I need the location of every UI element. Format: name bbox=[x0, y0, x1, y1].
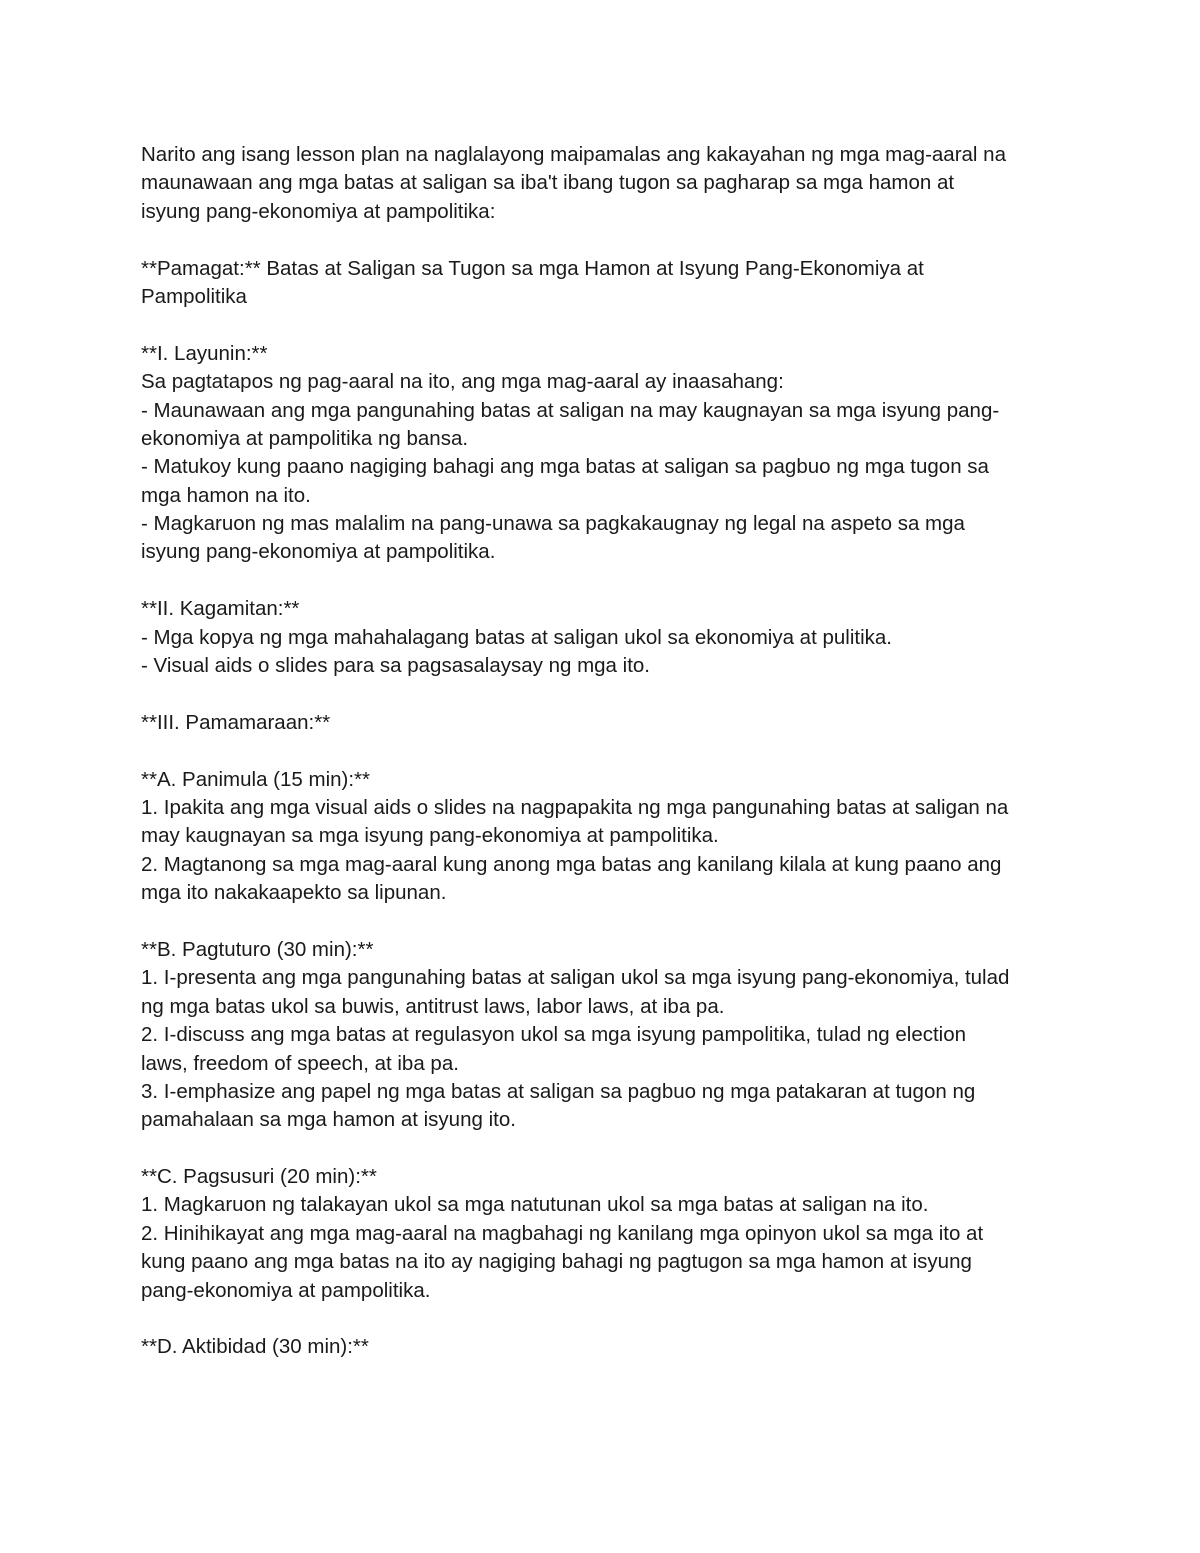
document-line: 1. Magkaruon ng talakayan ukol sa mga natutunan ukol sa mga batas at saligan na ito. bbox=[141, 1193, 929, 1217]
document-line: laws, freedom of speech, at iba pa. bbox=[141, 1051, 459, 1075]
blank-line bbox=[141, 311, 1071, 339]
document-body bbox=[141, 141, 1071, 1362]
blank-line bbox=[141, 1305, 1071, 1333]
document-line: Pampolitika bbox=[141, 284, 247, 308]
document-line: pamahalaan sa mga hamon at isyung ito. bbox=[141, 1108, 516, 1132]
blank-line bbox=[141, 226, 1071, 254]
document-line: **II. Kagamitan:** bbox=[141, 597, 300, 621]
document-line: **I. Layunin:** bbox=[141, 341, 268, 365]
blank-line bbox=[141, 680, 1071, 708]
document-line: - Matukoy kung paano nagiging bahagi ang mga batas at saligan sa pagbuo ng mga tugon sa bbox=[141, 455, 989, 479]
blank-line bbox=[141, 567, 1071, 595]
document-line: 2. Magtanong sa mga mag-aaral kung anong mga batas ang kanilang kilala at kung paano ang bbox=[141, 852, 1002, 876]
document-line: maunawaan ang mga batas at saligan sa iba't ibang tugon sa pagharap sa mga hamon at bbox=[141, 171, 955, 195]
document-line: 1. Ipakita ang mga visual aids o slides na nagpapakita ng mga pangunahing batas at saligan na bbox=[141, 795, 1009, 819]
blank-line bbox=[141, 737, 1071, 765]
document-line: - Visual aids o slides para sa pagsasalaysay ng mga ito. bbox=[141, 654, 650, 678]
document-line: **D. Aktibidad (30 min):** bbox=[141, 1335, 369, 1359]
document-line: isyung pang-ekonomiya at pampolitika: bbox=[141, 199, 496, 223]
document-line: ekonomiya at pampolitika ng bansa. bbox=[141, 426, 469, 450]
document-line: 2. I-discuss ang mga batas at regulasyon ukol sa mga isyung pampolitika, tulad ng election bbox=[141, 1023, 967, 1047]
document-line: may kaugnayan sa mga isyung pang-ekonomiya at pampolitika. bbox=[141, 824, 719, 848]
document-line: Narito ang isang lesson plan na naglalayong maipamalas ang kakayahan ng mga mag-aaral na bbox=[141, 143, 1006, 166]
blank-line bbox=[141, 1135, 1071, 1163]
document-line: pang-ekonomiya at pampolitika. bbox=[141, 1278, 431, 1302]
document-line: ng mga batas ukol sa buwis, antitrust laws, labor laws, at iba pa. bbox=[141, 994, 725, 1018]
document-line: **III. Pamamaraan:** bbox=[141, 710, 331, 734]
document-line: mga ito nakakaapekto sa lipunan. bbox=[141, 881, 447, 905]
document-line: 3. I-emphasize ang papel ng mga batas at saligan sa pagbuo ng mga patakaran at tugon ng bbox=[141, 1079, 976, 1103]
document-line: - Magkaruon ng mas malalim na pang-unawa sa pagkakaugnay ng legal na aspeto sa mga bbox=[141, 512, 965, 536]
document-line: isyung pang-ekonomiya at pampolitika. bbox=[141, 540, 496, 564]
blank-line bbox=[141, 908, 1071, 936]
document-line: **C. Pagsusuri (20 min):** bbox=[141, 1165, 377, 1189]
document-line: - Mga kopya ng mga mahahalagang batas at saligan ukol sa ekonomiya at pulitika. bbox=[141, 625, 892, 649]
document-line: - Maunawaan ang mga pangunahing batas at saligan na may kaugnayan sa mga isyung pang- bbox=[141, 398, 1000, 422]
document-line: kung paano ang mga batas na ito ay nagiging bahagi ng pagtugon sa mga hamon at isyung bbox=[141, 1250, 972, 1274]
document-line: 1. I-presenta ang mga pangunahing batas at saligan ukol sa mga isyung pang-ekonomiya, tulad bbox=[141, 966, 1010, 990]
document-line: mga hamon na ito. bbox=[141, 483, 311, 507]
document-line: **Pamagat:** Batas at Saligan sa Tugon sa mga Hamon at Isyung Pang-Ekonomiya at bbox=[141, 256, 924, 280]
document-line: **A. Panimula (15 min):** bbox=[141, 767, 371, 791]
document-line: Sa pagtatapos ng pag-aaral na ito, ang mga mag-aaral ay inaasahang: bbox=[141, 370, 784, 394]
document-line: **B. Pagtuturo (30 min):** bbox=[141, 937, 374, 961]
document-line: 2. Hinihikayat ang mga mag-aaral na magbahagi ng kanilang mga opinyon ukol sa mga ito at bbox=[141, 1221, 984, 1245]
